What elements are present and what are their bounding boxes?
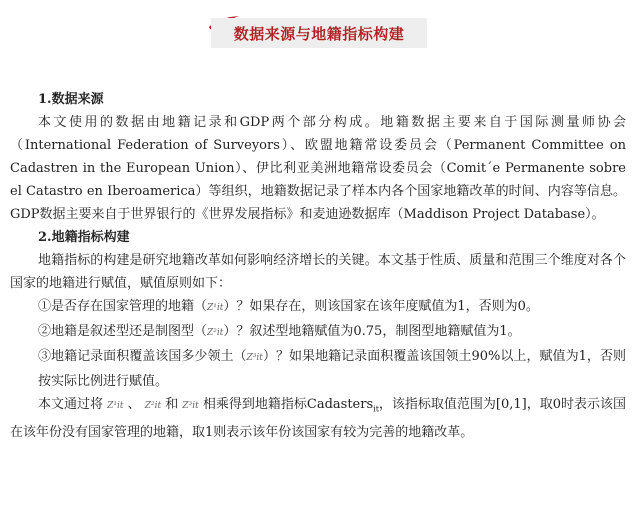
data-source-paragraph: 本文使用的数据由地籍记录和GDP两个部分构成。地籍数据主要来自于国际测量师协会（International Federation of Surveyors）、欧盟地籍常设委员会（Permanent Committee on Cadastren in the European Union）、伊比利亚美洲地籍常设委员会（Comit´e Permanente sobre el Catastro en Iberoamerica）等组织，地籍数据记录了样本内各个国家地籍改革的时间、内容等信息。GDP数据主要来自于世界银行的《世界发展指标》和麦迪逊数据库（Maddison Project Database）。 <box>10 115 626 222</box>
criterion-text: ）？如果地籍记录面积覆盖该国领土90%以上，赋值为1，否则按实际比例进行赋值。 <box>38 349 626 389</box>
variable-z1: Z¹it <box>107 401 124 411</box>
variable-z3: Z³it <box>246 353 263 363</box>
closing-text: 相乘得到地籍指标Cadasters <box>198 397 374 412</box>
variable-z2: Z²it <box>144 401 162 411</box>
criterion-item-2 <box>10 320 626 345</box>
criterion-text: ①是否存在国家管理的地籍（ <box>38 299 208 314</box>
closing-text: ，该指标取值范围为[0,1]，取0时表示该国在该年份没有国家管理的地籍，取1则表示该年份该国家有较为完善的地籍改革。 <box>10 397 627 440</box>
variable-z2: Z²it <box>207 328 224 338</box>
article-header <box>207 14 431 48</box>
variable-z3: Z³it <box>182 401 199 411</box>
criterion-text: ②地籍是叙述型还是制图型（ <box>38 324 208 339</box>
section-heading-data-source: 1.数据来源 <box>38 92 104 107</box>
criterion-text: ）？如果存在，则该国家在该年度赋值为1，否则为0。 <box>223 299 539 314</box>
article-body <box>10 88 626 444</box>
closing-text: 和 <box>161 397 183 412</box>
indicator-closing-paragraph <box>10 393 626 444</box>
variable-z1: Z¹it <box>207 303 224 313</box>
title-banner <box>211 18 427 48</box>
closing-text: 、 <box>123 397 145 412</box>
indicator-intro-paragraph: 地籍指标的构建是研究地籍改革如何影响经济增长的关键。本文基于性质、质量和范围三个维度对各个国家的地籍进行赋值，赋值原则如下： <box>10 253 626 291</box>
criterion-item-1 <box>10 295 626 320</box>
section-heading-indicator: 2.地籍指标构建 <box>38 230 130 245</box>
closing-text: 本文通过将 <box>38 397 108 412</box>
criterion-text: ）？叙述型地籍赋值为0.75，制图型地籍赋值为1。 <box>223 324 521 339</box>
criterion-text: ③地籍记录面积覆盖该国多少领土（ <box>38 349 247 364</box>
subscript-it: it <box>373 404 379 414</box>
page-title: 数据来源与地籍指标构建 <box>233 24 405 43</box>
criterion-item-3 <box>10 345 626 393</box>
